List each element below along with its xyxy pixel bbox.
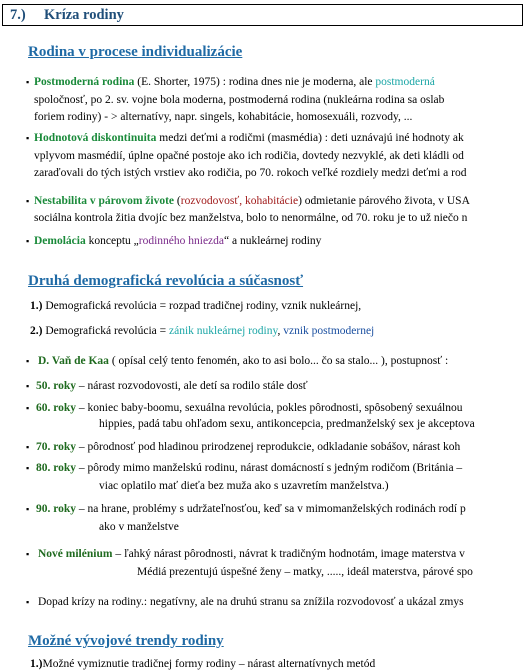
item-number: 1.): [30, 300, 43, 312]
bullet-dot: ▪: [26, 549, 30, 559]
bullet-dot: ▪: [26, 77, 30, 87]
text: rozpad tradičnej rodiny, vznik nukleárnej,: [169, 300, 362, 312]
text: konceptu „: [85, 235, 139, 247]
section-heading-trends: Možné vývojové trendy rodiny: [28, 633, 224, 649]
bullet-dot: ▪: [26, 403, 30, 413]
text: ) odmietanie párového života, v USA: [298, 195, 470, 207]
bullet-dot: ▪: [26, 504, 30, 514]
term: Demolácia: [34, 235, 86, 247]
text: – pôrodnosť pod hladinou prirodzenej reprodukcie, odkladanie sobášov, nárast koh: [76, 441, 461, 453]
term: Nestabilita v párovom živote: [34, 195, 175, 207]
term: 50. roky: [36, 380, 77, 392]
text: medzi deťmi a rodičmi (masmédia) : deti uznávajú iné hodnoty ak: [156, 132, 464, 144]
term: 60. roky: [36, 402, 77, 414]
text: – ľahký nárast pôrodnosti, návrat k tradičným hodnotám, image materstva v: [112, 548, 465, 560]
paragraph-line: Dopad krízy na rodiny.: negatívny, ale na druhú stranu sa znížila rozvodovosť a ukázal zmys: [38, 596, 464, 608]
paragraph-line: foriem rodiny) - > alternatívy, napr. singels, kohabitácie, homosexuáli, rozvody, ...: [34, 111, 413, 123]
text: ( opísal celý tento fenomén, ako to asi bolo... čo sa stalo... ), postupnosť :: [108, 355, 449, 367]
bullet-dot: ▪: [26, 133, 30, 143]
paragraph-line: [38, 354, 448, 368]
paragraph-line: [34, 234, 321, 248]
numbered-item: [30, 324, 374, 338]
term: Hodnotová diskontinuita: [34, 132, 157, 144]
paragraph-line: sociálna kontrola žitia dvojíc bez manželstva, bolo to nenormálne, od 70. roku je to už niečo n: [34, 212, 468, 224]
bullet-dot: ▪: [26, 196, 30, 206]
text: (E. Shorter, 1975) : rodina dnes nie je moderna, ale: [134, 76, 376, 88]
numbered-item: [30, 299, 361, 313]
paragraph-line: Médiá prezentujú úspešné ženy – matky, ....., ideál materstva, párové spo: [137, 566, 473, 578]
text: Demografická revolúcia =: [42, 300, 170, 312]
paragraph-line: [34, 75, 435, 89]
section-heading-demographic: Druhá demografická revolúcia a súčasnosť: [28, 273, 304, 289]
term: 70. roky: [36, 441, 77, 453]
paragraph-line: [36, 440, 460, 454]
paragraph-line: [36, 401, 463, 415]
paragraph-line: zaraďovali do tých istých vrstiev ako rodičia, po 70. rokoch veľké rozdiely medzi deťmi a rod: [34, 167, 467, 179]
text-highlight: rodinného hniezda: [138, 235, 225, 247]
term: D. Vaň de Kaa: [38, 355, 109, 367]
bullet-dot: ▪: [26, 381, 30, 391]
term: 80. roky: [36, 462, 77, 474]
paragraph-line: [34, 131, 464, 145]
paragraph-line: ako v manželstve: [99, 521, 179, 533]
paragraph-line: [34, 194, 470, 208]
chapter-title: [2, 4, 523, 26]
text: ,: [277, 325, 284, 337]
paragraph-line: [36, 502, 466, 516]
text: – pôrody mimo manželskú rodinu, nárast domácností s jedným rodičom (Británia –: [76, 462, 463, 474]
paragraph-line: spoločnosť, po 2. sv. vojne bola moderna, postmoderná rodina (nukleárna rodina sa oslab: [34, 94, 445, 106]
text: (: [174, 195, 181, 207]
text-highlight: rozvodovosť, kohabitácie: [180, 195, 299, 207]
term: Postmoderná rodina: [34, 76, 135, 88]
term: 90. roky: [36, 503, 77, 515]
paragraph-line: [36, 379, 308, 393]
section-heading-individualization: Rodina v procese individualizácie: [28, 44, 243, 60]
bullet-dot: ▪: [26, 356, 30, 366]
chapter-number: 7.): [10, 7, 26, 23]
text-highlight: vznik postmodernej: [283, 325, 375, 337]
text: – na hrane, problémy s udržateľnosťou, keď sa v mimomanželských rodinách rodí p: [76, 503, 466, 515]
paragraph-line: hippies, padá tabu ohľadom sexu, antikoncepcia, predmanželský sex je akceptova: [99, 418, 475, 430]
term: Nové milénium: [38, 548, 113, 560]
text-highlight: postmoderná: [375, 76, 435, 88]
item-number: 1.): [30, 658, 43, 670]
text: Demografická revolúcia =: [42, 325, 170, 337]
bullet-dot: ▪: [26, 442, 30, 452]
text: “ a nukleárnej rodiny: [224, 235, 322, 247]
chapter-title-text: Kríza rodiny: [44, 7, 124, 23]
text: Možné vymiznutie tradičnej formy rodiny – nárast alternatívnych metód: [42, 658, 376, 670]
paragraph-line: [38, 547, 465, 561]
item-number: 2.): [30, 325, 43, 337]
paragraph-line: vplyvom masmédií, úplne opačné postoje ako ich rodičia, dovtedy nezvyklé, ak deti kládli od: [34, 150, 464, 162]
bullet-dot: ▪: [26, 597, 30, 607]
paragraph-line: viac oplatilo mať dieťa bez muža ako s uzavretím manželstva.): [99, 480, 389, 492]
paragraph-line: [36, 461, 462, 475]
numbered-item: [30, 657, 375, 671]
text: – nárast rozvodovosti, ale detí sa rodilo stále dosť: [76, 380, 308, 392]
bullet-dot: ▪: [26, 463, 30, 473]
text-highlight: zánik nukleárnej rodiny: [169, 325, 278, 337]
text: – koniec baby-boomu, sexuálna revolúcia, pokles pôrodnosti, spôsobený sexuálnou: [76, 402, 463, 414]
bullet-dot: ▪: [26, 236, 30, 246]
